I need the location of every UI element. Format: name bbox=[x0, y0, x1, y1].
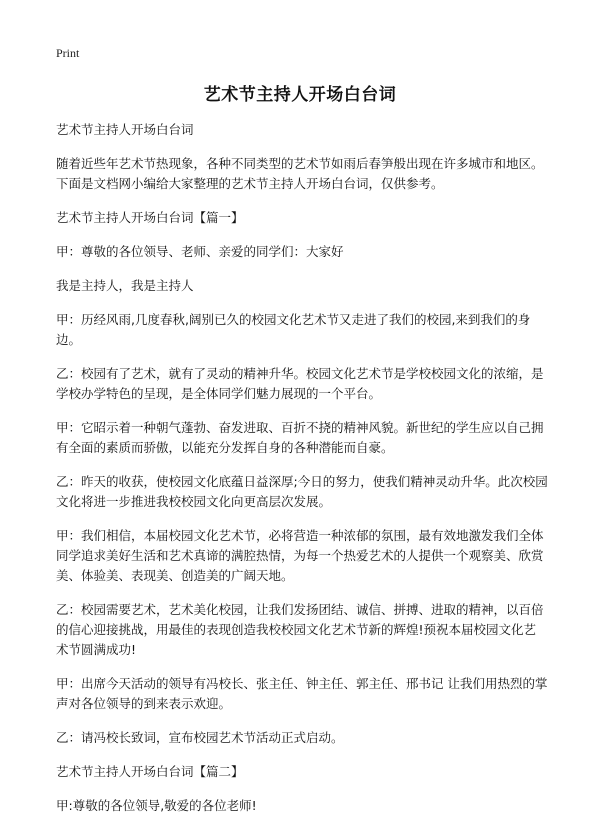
page-title: 艺术节主持人开场白台词 bbox=[203, 85, 397, 105]
paragraph: 甲:尊敬的各位领导,敬爱的各位老师! bbox=[56, 798, 257, 813]
paragraph: 艺术节主持人开场白台词【篇二】 bbox=[56, 764, 244, 779]
paragraph: 甲：尊敬的各位领导、老师、亲爱的同学们：大家好 bbox=[56, 244, 344, 259]
paragraph: 乙：请冯校长致词，宣布校园艺术节活动正式启动。 bbox=[56, 730, 344, 745]
paragraph: 我是主持人，我是主持人 bbox=[56, 278, 194, 293]
paragraph: 艺术节主持人开场白台词【篇一】 bbox=[56, 210, 244, 225]
paragraph: 甲：历经风雨,几度春秋,阔别已久的校园文化艺术节又走进了我们的校园,来到我们的身边。 bbox=[56, 312, 531, 347]
paragraph: 乙：校园需要艺术，艺术美化校园，让我们发扬团结、诚信、拼搏、进取的精神，以百倍的信心迎接挑战，用最佳的表现创造我校校园文化艺术节新的辉煌!预祝本届校园文化艺术节圆满成功! bbox=[56, 602, 544, 657]
print-link[interactable]: Print bbox=[56, 46, 80, 60]
document-body bbox=[56, 120, 548, 830]
paragraph: 随着近些年艺术节热现象，各种不同类型的艺术节如雨后春笋般出现在许多城市和地区。下面是文档网小编给大家整理的艺术节主持人开场白台词，仅供参考。 bbox=[56, 156, 544, 191]
paragraph: 乙：昨天的收获，使校园文化底蕴日益深厚;今日的努力，使我们精神灵动升华。此次校园文化将进一步推进我校校园文化向更高层次发展。 bbox=[56, 474, 548, 509]
paragraph: 甲：出席今天活动的领导有冯校长、张主任、钟主任、郭主任、邢书记 让我们用热烈的掌声对各位领导的到来表示欢迎。 bbox=[56, 676, 548, 711]
paragraph: 艺术节主持人开场白台词 bbox=[56, 122, 194, 137]
paragraph: 甲：它昭示着一种朝气蓬勃、奋发进取、百折不挠的精神风貌。新世纪的学生应以自己拥有全面的素质而骄傲，以能充分发挥自身的各种潜能而自豪。 bbox=[56, 420, 544, 455]
paragraph: 甲：我们相信，本届校园文化艺术节，必将营造一种浓郁的氛围，最有效地激发我们全体同学追求美好生活和艺术真谛的满腔热情，为每一个热爱艺术的人提供一个观察美、欣赏美、体验美、表现美、创造美的广阔天地。 bbox=[56, 528, 544, 583]
paragraph: 乙：校园有了艺术，就有了灵动的精神升华。校园文化艺术节是学校校园文化的浓缩，是学校办学特色的呈现，是全体同学们魅力展现的一个平台。 bbox=[56, 366, 544, 401]
